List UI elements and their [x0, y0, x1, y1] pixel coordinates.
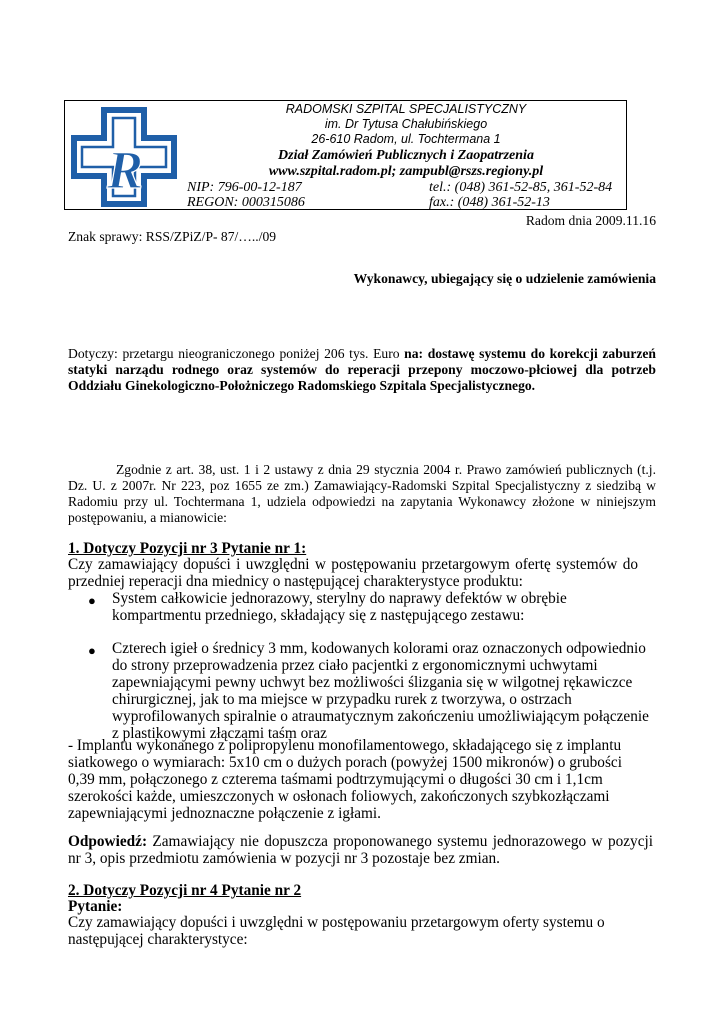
regon-number: REGON: 000315086: [187, 195, 305, 210]
section1-bullet-1: System całkowicie jednorazowy, sterylny do naprawy defektów w obrębie kompartmentu przedniego, składający się z następującego zestawu:: [112, 590, 567, 624]
case-number: Znak sprawy: RSS/ZPiZ/P- 87/…../09: [68, 229, 277, 244]
letter-date: Radom dnia 2009.11.16: [525, 213, 656, 228]
section2-question: Czy zamawiający dopuści i uwzględni w postępowaniu przetargowym oferty systemu o następującej charakterystyce:: [68, 914, 605, 948]
logo-letter: R: [106, 140, 144, 200]
hospital-name: RADOMSKI SZPITAL SPECJALISTYCZNY: [285, 102, 527, 116]
section2-label: Pytanie:: [68, 898, 123, 915]
regon-fax-row: [187, 195, 625, 210]
section2-heading: 2. Dotyczy Pozycji nr 4 Pytanie nr 2: [68, 882, 302, 899]
nip-number: NIP: 796-00-12-187: [187, 180, 302, 195]
phone-numbers: tel.: (048) 361-52-85, 361-52-84: [429, 180, 613, 195]
subject-paragraph: [68, 346, 656, 394]
hospital-patron: im. Dr Tytusa Chałubińskiego: [324, 117, 488, 131]
website-email: www.szpital.radom.pl; zampubl@rszs.regiony.pl: [268, 164, 544, 179]
section1-question: Czy zamawiający dopuści i uwzględni w postępowaniu przetargowym ofertę systemów do przedniej reperacji dna miednicy o następującej charakterystyce produktu:: [68, 556, 638, 590]
bullet-icon: ●: [88, 643, 96, 658]
section1-bullet-2: Czterech igieł o średnicy 3 mm, kodowanych kolorami oraz oznaczonych odpowiednio do strony przeprowadzenia przez ciało pacjentki z ergonomicznymi uchwytami zapewniającymi pewny uchwyt bez możliwości ślizgania się w wilgotnej rękawiczce chirurgicznej, jak to ma miejsce w przypadku rurek z tworzywa, o ostrzach wyprofilowanych spiralnie o atraumatycznym zakończeniu umożliwiającym połączenie z plastikowymi złączami taśm oraz: [112, 640, 649, 742]
intro-paragraph: Zgodnie z art. 38, ust. 1 i 2 ustawy z dnia 29 stycznia 2004 r. Prawo zamówień publicznych (t.j. Dz. U. z 2007r. Nr 223, poz 1655 ze zm.) Zamawiający-Radomski Szpital Specjalistyczny z siedzibą w Radomiu przy ul. Tochtermana 1, udziela odpowiedzi na zapytania Wykonawcy złożone w niniejszym postępowaniu, a mianowicie:: [68, 462, 656, 525]
section1-implant: - Implantu wykonanego z polipropylenu monofilamentowego, składającego się z implantu siatkowego o wymiarach: 5x10 cm o dużych porach (powyżej 1500 mikronów) o grubości 0,39 mm, połączonego z czterema taśmami podtrzymującymi o długości 30 cm i 1,1cm szerokości każde, umieszczonych w osłonach foliowych, zakończonych szybkozłączami zapewniającymi jednoznaczne połączenie z igłami.: [68, 737, 622, 822]
hospital-address: 26-610 Radom, ul. Tochtermana 1: [311, 132, 501, 146]
fax-number: fax.: (048) 361-52-13: [429, 195, 550, 210]
nip-tel-row: [187, 180, 625, 195]
section1-heading: 1. Dotyczy Pozycji nr 3 Pytanie nr 1:: [68, 540, 307, 557]
addressee: Wykonawcy, ubiegający się o udzielenie zamówienia: [353, 271, 656, 286]
section1-answer: [68, 833, 653, 867]
subject-prefix: Dotyczy: przetargu nieograniczonego poniżej 206 tys. Euro: [68, 346, 405, 361]
subject-bold: na: dostawę systemu do korekcji zaburzeń statyki narządu rodnego oraz systemów do reperacji przepony moczowo-płciowej dla potrzeb Oddziału Ginekologiczno-Położniczego Radomskiego Szpitala Specjalistycznego.: [68, 346, 656, 393]
department-name: Dział Zamówień Publicznych i Zaopatrzenia: [278, 148, 534, 163]
answer-label: Odpowiedź:: [68, 833, 148, 850]
bullet-icon: ●: [88, 593, 96, 608]
answer-text: Zamawiający nie dopuszcza proponowanego systemu jednorazowego w pozycji nr 3, opis przedmiotu zamówienia w pozycji nr 3 pozostaje bez zmian.: [68, 833, 653, 867]
hospital-cross-logo: [66, 102, 184, 208]
letterhead: [64, 100, 627, 210]
